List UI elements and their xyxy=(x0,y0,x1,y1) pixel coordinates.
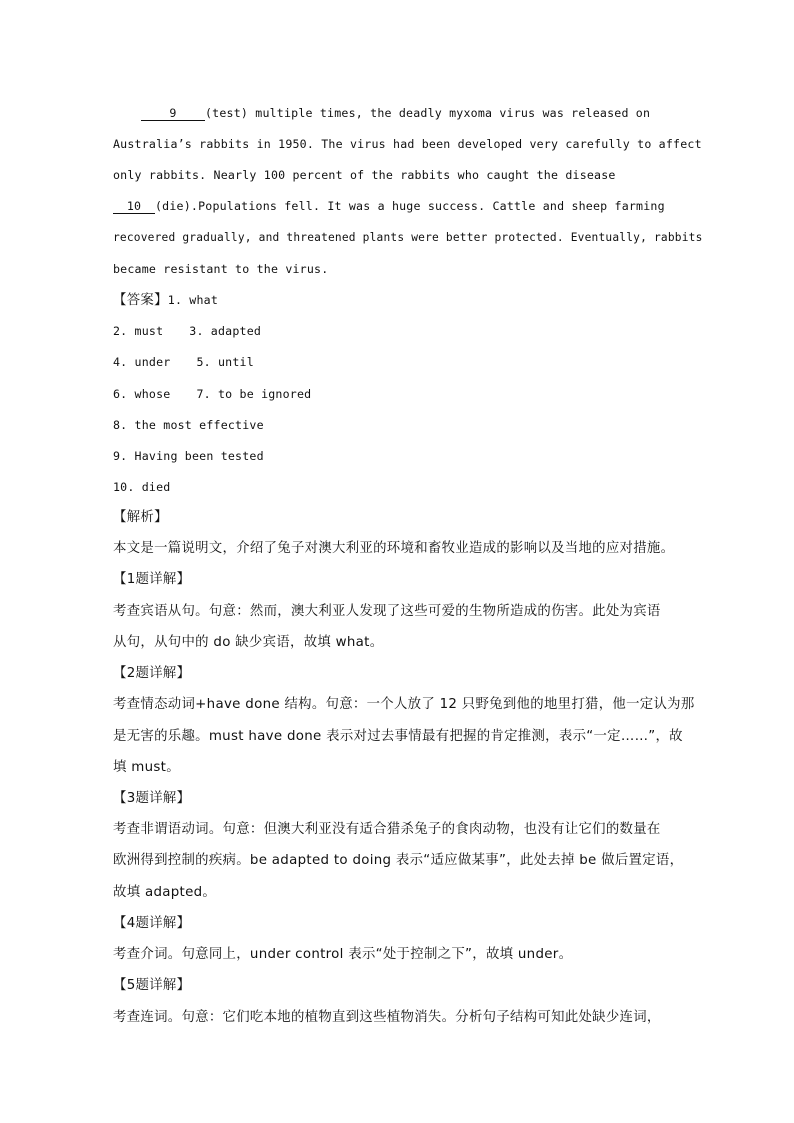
answer-line-4 xyxy=(113,386,311,402)
q4-heading: 【4题详解】 xyxy=(113,916,191,931)
answer-10: 10. died xyxy=(113,480,171,494)
answer-2: 2. must xyxy=(113,324,164,338)
q3-heading: 【3题详解】 xyxy=(113,791,191,806)
blank-10: 10 xyxy=(113,199,155,214)
answer-5: 5. until xyxy=(196,355,254,369)
blank-9: 9 xyxy=(141,106,205,121)
passage-line-3: only rabbits. Nearly 100 percent of the rabbits who caught the disease xyxy=(113,168,616,182)
analysis-summary: 本文是一篇说明文，介绍了兔子对澳大利亚的环境和畜牧业造成的影响以及当地的应对措施。 xyxy=(113,541,675,556)
q2-line-2: 是无害的乐趣。must have done 表示对过去事情最有把握的肯定推测，表示“一定……”，故 xyxy=(113,729,683,744)
answer-3: 3. adapted xyxy=(189,324,262,338)
passage-line-6: became resistant to the virus. xyxy=(113,262,329,276)
answer-line-2 xyxy=(113,323,261,339)
q5-line-1: 考查连词。句意：它们吃本地的植物直到这些植物消失。分析句子结构可知此处缺少连词， xyxy=(113,1010,661,1025)
q2-line-3: 填 must。 xyxy=(113,760,180,775)
passage-line-2: Australia’s rabbits in 1950. The virus had been developed very carefully to affect xyxy=(113,137,702,151)
answer-line-1 xyxy=(113,292,218,309)
q3-line-1: 考查非谓语动词。句意：但澳大利亚没有适合猎杀兔子的食肉动物，也没有让它们的数量在 xyxy=(113,822,661,837)
q2-line-1: 考查情态动词+have done 结构。句意：一个人放了 12 只野兔到他的地里打猎，他一定认为那 xyxy=(113,697,695,712)
q3-line-2: 欧洲得到控制的疾病。be adapted to doing 表示“适应做某事”，此处去掉 be 做后置定语， xyxy=(113,853,684,868)
answer-7: 7. to be ignored xyxy=(196,387,312,401)
q5-heading: 【5题详解】 xyxy=(113,978,191,993)
passage-line-5: recovered gradually, and threatened plants were better protected. Eventually, rabbits xyxy=(113,231,703,244)
q2-heading: 【2题详解】 xyxy=(113,666,191,681)
q4-line-1: 考查介词。句意同上，under control 表示“处于控制之下”，故填 under。 xyxy=(113,947,573,962)
passage-line-4 xyxy=(113,198,665,214)
answer-line-3 xyxy=(113,354,254,370)
answer-8: 8. the most effective xyxy=(113,418,264,432)
q1-heading: 【1题详解】 xyxy=(113,572,191,587)
passage-line-1 xyxy=(113,105,650,121)
answer-heading: 【答案】 xyxy=(113,293,168,308)
passage-line-4-text: (die).Populations fell. It was a huge success. Cattle and sheep farming xyxy=(155,199,665,213)
answer-9: 9. Having been tested xyxy=(113,449,264,463)
q1-line-2: 从句，从句中的 do 缺少宾语，故填 what。 xyxy=(113,635,384,650)
answer-4: 4. under xyxy=(113,355,171,369)
answer-1: 1. what xyxy=(167,293,219,307)
passage-line-1-text: (test) multiple times, the deadly myxoma virus was released on xyxy=(205,106,651,120)
analysis-heading: 【解析】 xyxy=(113,510,168,525)
answer-6: 6. whose xyxy=(113,387,171,401)
q1-line-1: 考查宾语从句。句意：然而，澳大利亚人发现了这些可爱的生物所造成的伤害。此处为宾语 xyxy=(113,604,661,619)
q3-line-3: 故填 adapted。 xyxy=(113,885,217,900)
